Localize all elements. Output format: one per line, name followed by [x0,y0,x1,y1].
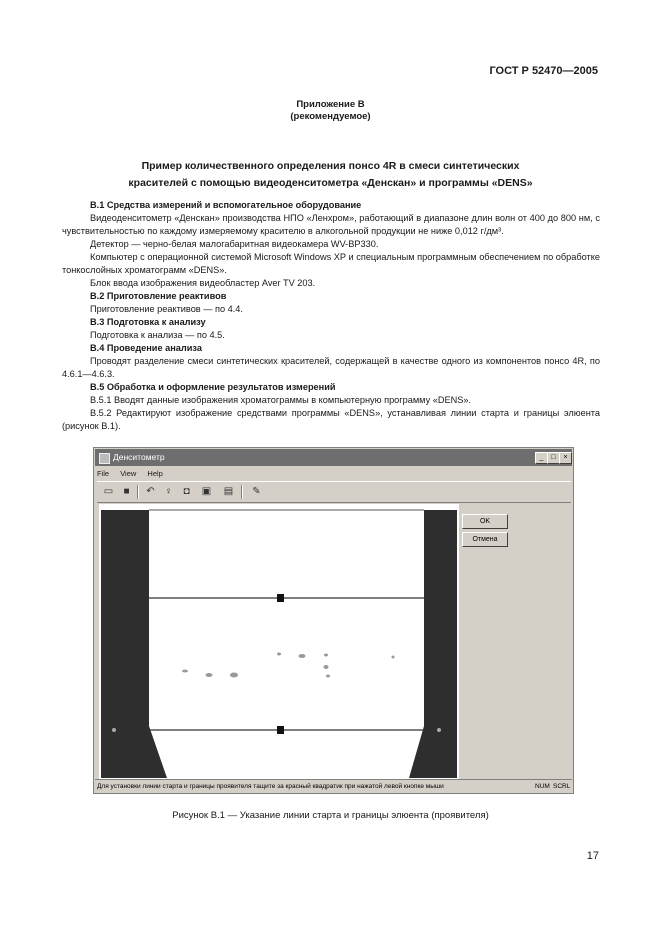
eluent-handle[interactable] [277,594,284,602]
paragraph: Проводят разделение смеси синтетических красителей, содержащей в качестве одного из компонентов понсо 4R, по 4.6.1—4.6.3. [62,356,600,379]
section-heading: В.4 Проведение анализа [90,343,202,353]
menu-file[interactable]: File [97,469,110,478]
status-num: NUM [535,783,550,790]
maximize-icon[interactable]: □ [547,452,560,464]
window-titlebar[interactable] [95,449,572,466]
title-line-1: Пример количественного определения понсо 4R в смеси синтетических [141,160,520,172]
paragraph: Подготовка к анализа — по 4.5. [90,330,225,340]
paragraph: Блок ввода изображения видеобластер Aver TV 203. [90,278,316,288]
menu-bar [97,468,172,480]
page-number: 17 [586,850,599,862]
settings-icon[interactable]: ✎ [252,486,261,497]
save-icon[interactable]: ■ [123,486,130,497]
body-text [62,199,600,433]
section-heading: В.1 Средства измерений и вспомогательное оборудование [90,200,362,210]
paragraph: Приготовление реактивов — по 4.4. [90,304,243,314]
status-bar [95,779,572,793]
status-scrl: SCRL [553,783,571,790]
title-line-2: красителей с помощью видеоденситометра «Денскан» и программы «DENS» [128,177,533,189]
annex-status: (рекомендуемое) [290,111,371,122]
open-icon[interactable]: ▭ [103,486,114,497]
camera-icon[interactable]: ◘ [183,486,190,497]
chromatogram-image [99,504,459,780]
print-icon[interactable]: ▤ [223,486,234,497]
compare-icon[interactable]: ▣ [201,486,212,497]
figure-caption: Рисунок В.1 — Указание линии старта и границы элюента (проявителя) [172,810,489,821]
toolbar [97,481,571,503]
window-title: Денситометр [113,452,165,462]
menu-help[interactable]: Help [147,469,163,478]
minimize-icon[interactable]: _ [535,452,548,464]
ok-button[interactable]: OK [462,514,508,529]
lamp-icon[interactable]: ♀ [164,486,173,497]
paragraph: В.5.1 Вводят данные изображения хроматограммы в компьютерную программу «DENS». [90,395,472,405]
section-heading: В.3 Подготовка к анализу [90,317,206,327]
document-title [0,158,661,192]
toolbar-separator [137,485,139,499]
paragraph: В.5.2 Редактируют изображение средствами программы «DENS», устанавливая линии старта и границы элюента (рисунок В.1). [62,408,600,431]
paragraph: Компьютер с операционной системой Microsoft Windows XP и специальным программным обеспечением по обработке тонкослойных хроматограмм «DENS». [62,252,600,275]
cancel-button[interactable]: Отмена [462,532,508,547]
toolbar-separator [241,485,243,499]
paragraph: Детектор — черно-белая малогабаритная видеокамера WV-BP330. [90,239,379,249]
section-heading: В.2 Приготовление реактивов [90,291,227,301]
app-icon [99,453,110,464]
section-heading: В.5 Обработка и оформление результатов измерений [90,382,336,392]
start-handle[interactable] [277,726,284,734]
close-icon[interactable]: × [559,452,572,464]
undo-icon[interactable]: ↶ [146,486,155,497]
menu-view[interactable]: View [120,469,137,478]
status-message: Для установки линии старта и границы проявителя тащите за красный квадратик при нажатой левой кнопке мыши [97,783,444,790]
paragraph: Видеоденситометр «Денскан» производства НПО «Ленхром», работающий в диапазоне длин волн от 400 до 800 нм, с чувствительностью по каждому измеряемому красителю в алкогольной продукции не ниже 0,012 г/дм³. [62,213,600,236]
densitometer-window [93,447,574,794]
document-code: ГОСТ Р 52470—2005 [489,65,598,77]
annex-title: Приложение В [296,99,365,110]
